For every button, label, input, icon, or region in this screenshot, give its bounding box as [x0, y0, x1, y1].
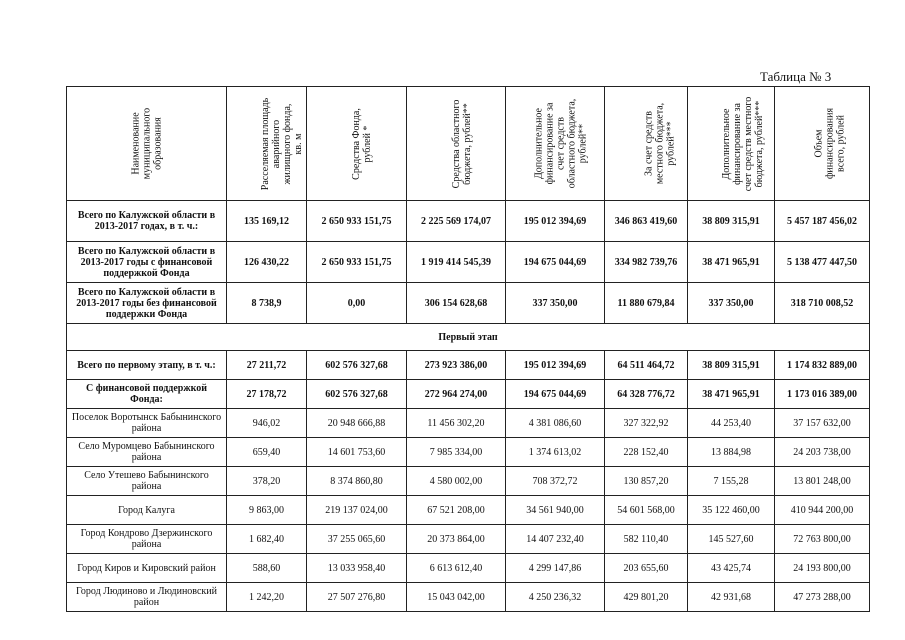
- value-cell: 37 157 632,00: [775, 409, 870, 438]
- value-cell: 20 373 864,00: [407, 525, 506, 554]
- value-cell: 337 350,00: [688, 283, 775, 324]
- table-row: [67, 554, 870, 583]
- value-cell: 20 948 666,88: [307, 409, 407, 438]
- value-cell: 1 374 613,02: [506, 438, 605, 467]
- value-cell: 47 273 288,00: [775, 583, 870, 612]
- value-cell: 1 173 016 389,00: [775, 380, 870, 409]
- value-cell: 38 471 965,91: [688, 242, 775, 283]
- value-cell: 2 650 933 151,75: [307, 242, 407, 283]
- value-cell: 5 138 477 447,50: [775, 242, 870, 283]
- value-cell: 4 580 002,00: [407, 467, 506, 496]
- table-row: [67, 201, 870, 242]
- value-cell: 27 211,72: [227, 351, 307, 380]
- value-cell: 7 155,28: [688, 467, 775, 496]
- value-cell: 54 601 568,00: [605, 496, 688, 525]
- table-row: [67, 496, 870, 525]
- header-cell: Средства областного бюджета, рублей**: [407, 87, 506, 201]
- value-cell: 43 425,74: [688, 554, 775, 583]
- value-cell: 38 809 315,91: [688, 351, 775, 380]
- value-cell: 195 012 394,69: [506, 201, 605, 242]
- value-cell: 130 857,20: [605, 467, 688, 496]
- header-cell: За счет средств местного бюджета, рублей***: [605, 87, 688, 201]
- row-name-cell: Поселок Воротынск Бабынинского района: [67, 409, 227, 438]
- header-cell: Объем финансирования всего, рублей: [775, 87, 870, 201]
- value-cell: 318 710 008,52: [775, 283, 870, 324]
- value-cell: 1 174 832 889,00: [775, 351, 870, 380]
- value-cell: 228 152,40: [605, 438, 688, 467]
- row-name-cell: Всего по Калужской области в 2013-2017 годы без финансовой поддержки Фонда: [67, 283, 227, 324]
- value-cell: 34 561 940,00: [506, 496, 605, 525]
- table-row: [67, 438, 870, 467]
- value-cell: 2 650 933 151,75: [307, 201, 407, 242]
- value-cell: 64 328 776,72: [605, 380, 688, 409]
- table-row: [67, 351, 870, 380]
- value-cell: 11 880 679,84: [605, 283, 688, 324]
- value-cell: 194 675 044,69: [506, 242, 605, 283]
- row-name-cell: С финансовой поддержкой Фонда:: [67, 380, 227, 409]
- value-cell: 2 225 569 174,07: [407, 201, 506, 242]
- value-cell: 219 137 024,00: [307, 496, 407, 525]
- table-row: [67, 283, 870, 324]
- value-cell: 13 033 958,40: [307, 554, 407, 583]
- value-cell: 27 178,72: [227, 380, 307, 409]
- value-cell: 0,00: [307, 283, 407, 324]
- value-cell: 13 801 248,00: [775, 467, 870, 496]
- value-cell: 4 381 086,60: [506, 409, 605, 438]
- value-cell: 4 299 147,86: [506, 554, 605, 583]
- value-cell: 8 738,9: [227, 283, 307, 324]
- value-cell: 1 682,40: [227, 525, 307, 554]
- value-cell: 334 982 739,76: [605, 242, 688, 283]
- header-cell: Дополнительное финансирование за счет средств областного бюджета, рублей**: [506, 87, 605, 201]
- value-cell: 38 809 315,91: [688, 201, 775, 242]
- value-cell: 15 043 042,00: [407, 583, 506, 612]
- value-cell: 14 601 753,60: [307, 438, 407, 467]
- value-cell: 6 613 612,40: [407, 554, 506, 583]
- value-cell: 327 322,92: [605, 409, 688, 438]
- value-cell: 582 110,40: [605, 525, 688, 554]
- value-cell: 1 919 414 545,39: [407, 242, 506, 283]
- value-cell: 306 154 628,68: [407, 283, 506, 324]
- value-cell: 708 372,72: [506, 467, 605, 496]
- value-cell: 946,02: [227, 409, 307, 438]
- value-cell: 126 430,22: [227, 242, 307, 283]
- table-caption: Таблица № 3: [760, 69, 832, 84]
- value-cell: 11 456 302,20: [407, 409, 506, 438]
- stage-row: [67, 324, 870, 351]
- row-name-cell: Всего по первому этапу, в т. ч.:: [67, 351, 227, 380]
- header-cell: Дополнительное финансирование за счет средств местного бюджета, рублей***: [688, 87, 775, 201]
- value-cell: 145 527,60: [688, 525, 775, 554]
- table-row: [67, 467, 870, 496]
- value-cell: 588,60: [227, 554, 307, 583]
- table-row: [67, 242, 870, 283]
- financing-table: [66, 86, 870, 612]
- value-cell: 8 374 860,80: [307, 467, 407, 496]
- row-name-cell: Город Калуга: [67, 496, 227, 525]
- header-cell: Наименование муниципального образования: [67, 87, 227, 201]
- value-cell: 14 407 232,40: [506, 525, 605, 554]
- value-cell: 37 255 065,60: [307, 525, 407, 554]
- value-cell: 42 931,68: [688, 583, 775, 612]
- header-row: [67, 87, 870, 201]
- value-cell: 378,20: [227, 467, 307, 496]
- value-cell: 602 576 327,68: [307, 380, 407, 409]
- value-cell: 346 863 419,60: [605, 201, 688, 242]
- value-cell: 5 457 187 456,02: [775, 201, 870, 242]
- value-cell: 24 193 800,00: [775, 554, 870, 583]
- value-cell: 64 511 464,72: [605, 351, 688, 380]
- table-row: [67, 583, 870, 612]
- value-cell: 44 253,40: [688, 409, 775, 438]
- value-cell: 9 863,00: [227, 496, 307, 525]
- value-cell: 337 350,00: [506, 283, 605, 324]
- row-name-cell: Город Людиново и Людиновский район: [67, 583, 227, 612]
- row-name-cell: Село Утешево Бабынинского района: [67, 467, 227, 496]
- stage-label: Первый этап: [67, 324, 870, 351]
- value-cell: 4 250 236,32: [506, 583, 605, 612]
- value-cell: 24 203 738,00: [775, 438, 870, 467]
- table-row: [67, 380, 870, 409]
- table-row: [67, 525, 870, 554]
- header-cell: Средства Фонда, рублей *: [307, 87, 407, 201]
- value-cell: 13 884,98: [688, 438, 775, 467]
- value-cell: 135 169,12: [227, 201, 307, 242]
- row-name-cell: Всего по Калужской области в 2013-2017 годах, в т. ч.:: [67, 201, 227, 242]
- row-name-cell: Село Муромцево Бабынинского района: [67, 438, 227, 467]
- header-cell: Расселяемая площадь аварийного жилищного фонда, кв. м: [227, 87, 307, 201]
- value-cell: 38 471 965,91: [688, 380, 775, 409]
- value-cell: 27 507 276,80: [307, 583, 407, 612]
- value-cell: 272 964 274,00: [407, 380, 506, 409]
- value-cell: 1 242,20: [227, 583, 307, 612]
- row-name-cell: Город Киров и Кировский район: [67, 554, 227, 583]
- row-name-cell: Всего по Калужской области в 2013-2017 годы с финансовой поддержкой Фонда: [67, 242, 227, 283]
- value-cell: 602 576 327,68: [307, 351, 407, 380]
- value-cell: 72 763 800,00: [775, 525, 870, 554]
- value-cell: 7 985 334,00: [407, 438, 506, 467]
- table-row: [67, 409, 870, 438]
- value-cell: 659,40: [227, 438, 307, 467]
- value-cell: 35 122 460,00: [688, 496, 775, 525]
- value-cell: 273 923 386,00: [407, 351, 506, 380]
- row-name-cell: Город Кондрово Дзержинского района: [67, 525, 227, 554]
- value-cell: 67 521 208,00: [407, 496, 506, 525]
- value-cell: 410 944 200,00: [775, 496, 870, 525]
- value-cell: 194 675 044,69: [506, 380, 605, 409]
- value-cell: 429 801,20: [605, 583, 688, 612]
- value-cell: 195 012 394,69: [506, 351, 605, 380]
- value-cell: 203 655,60: [605, 554, 688, 583]
